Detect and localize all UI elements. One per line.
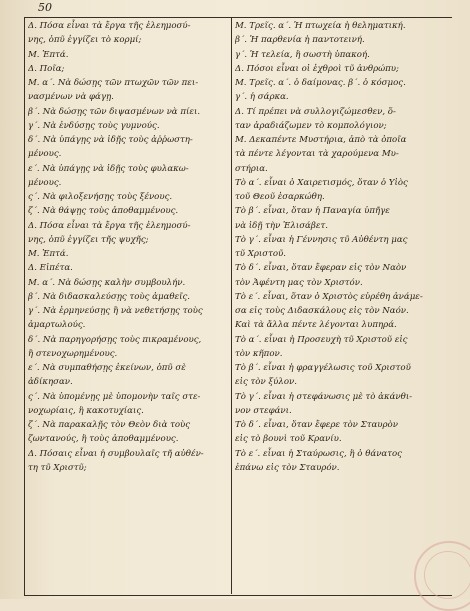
right-column-line: Τὸ ε΄. εἶναι ἡ Σταύρωσις, ἢ ὁ θάνατος: [235, 448, 402, 459]
right-column-line: τὰ πέντε λέγονται τὰ χαρούμενα Μυ-: [235, 149, 399, 160]
left-column-line: Δ. Ποῖα;: [28, 63, 65, 74]
left-column-line: ς΄. Νὰ φιλοξενήσῃς τοὺς ξένους.: [28, 192, 173, 202]
left-column-line: ζ΄. Νὰ παρακαλῇς τὸν Θεὸν διὰ τοὺς: [28, 420, 191, 430]
right-column-line: Μ. Δεκαπέντε Μυστήρια, ἀπὸ τὰ ὁποῖα: [235, 135, 407, 145]
left-column-line: Μ. α΄. Νὰ δώσῃς τῶν πτωχῶν τῶν πει-: [28, 78, 199, 88]
right-column-line: στήρια.: [235, 163, 268, 174]
left-column-line: β΄. Νὰ δώσῃς τῶν διψασμένων νὰ πίει.: [28, 106, 201, 117]
right-column-line: σα εἰς τοὺς Διδασκάλους εἰς τὸν Ναόν.: [235, 306, 409, 316]
left-column-line: ἢ στενοχωρημένους.: [28, 348, 118, 359]
right-column-line: Καὶ τὰ ἄλλα πέντε λέγονται λυπηρά.: [235, 320, 397, 331]
column-divider: [231, 17, 232, 594]
right-column-line: Τὸ δ΄. εἶναι, ὅταν ἔφερε τὸν Σταυρὸν: [235, 420, 398, 430]
left-column-line: ε΄. Νὰ ὑπάγῃς νὰ ἰδῇς τοὺς φυλακω-: [28, 163, 189, 174]
left-column-line: Δ. Εἰπέτα.: [28, 263, 73, 274]
right-column-line: Δ. Πόσοι εἶναι οἱ ἐχθροὶ τῦ ἀνθρώπυ;: [235, 63, 399, 74]
left-column-line: Δ. Πόσα εἶναι τὰ ἔργα τῆς ἐλεημοσύ-: [28, 220, 191, 231]
left-column-line: μένους.: [28, 177, 62, 188]
left-column-line: νασμένων νὰ φάγῃ.: [28, 92, 114, 103]
left-column-line: ε΄. Νὰ συμπαθήσῃς ἐκείνων, ὁπῦ σὲ: [28, 363, 186, 373]
left-column-line: νοχωρίαις, ἢ κακοτυχίαις.: [28, 405, 144, 416]
left-column-line: μένους.: [28, 149, 62, 160]
right-column-line: Τὸ α΄. εἶναι ἡ Προσευχὴ τῦ Χριστοῦ εἰς: [235, 334, 408, 345]
left-column-line: Μ. Ἑπτά.: [28, 49, 69, 60]
right-column-line: ἐπάνω εἰς τὸν Σταυρόν.: [235, 462, 340, 473]
right-column-line: Τὸ δ΄. εἶναι, ὅταν ἔφεραν εἰς τὸν Ναὸν: [235, 263, 407, 274]
right-column-line: Μ. Τρεῖς. α΄. Ἡ πτωχεία ἡ θεληματική.: [235, 21, 406, 31]
page-number: 50: [38, 1, 52, 14]
left-column-line: ζ΄. Νὰ θάψῃς τοὺς ἀποθαμμένους.: [28, 206, 179, 217]
right-column-line: νὰ ἰδῇ τὴν Ἐλισάβετ.: [235, 220, 328, 231]
right-column-line: Τὸ β΄. εἶναι ἡ φραγγέλωσις τοῦ Χριστοῦ: [235, 363, 411, 373]
right-column-line: τὸν κῆπον.: [235, 348, 283, 359]
library-stamp: [414, 541, 470, 611]
left-column-line: Μ. Ἑπτά.: [28, 249, 69, 259]
left-column-line: ς΄. Νὰ ὑπομένῃς μὲ ὑπομονὴν ταῖς στε-: [28, 391, 201, 402]
left-column-line: νης, ὁπῦ ἐγγίζει τὸ κορμί;: [28, 35, 142, 46]
right-column-line: τῦ Χριστοῦ.: [235, 249, 287, 259]
left-column-line: δ΄. Νὰ ὑπάγῃς νὰ ἰδῇς τοὺς ἀῤῥωστη-: [28, 135, 193, 145]
left-column-line: ζωντανούς, ἢ τοὺς ἀποθαμμένους.: [28, 434, 179, 445]
right-column-line: εἰς τὸ βουνὶ τοῦ Κρανίυ.: [235, 434, 342, 445]
left-column-line: τη τῦ Χριστῦ;: [28, 462, 87, 473]
right-column-line: τοῦ Θεοῦ ἐσαρκώθη.: [235, 192, 325, 202]
right-column-line: Τὸ α΄. εἶναι ὁ Χαιρετισμός, ὅταν ὁ Υἱὸς: [235, 177, 408, 188]
left-column: [28, 19, 228, 475]
left-column-line: Δ. Πόσαις εἶναι ἡ συμβουλαῖς τῆ αὐθέν-: [28, 448, 204, 459]
right-column-line: γ΄. Ἡ τελεία, ἢ σωστὴ ὑπακοή.: [235, 49, 370, 60]
left-column-line: δ΄. Νὰ παρηγορήσῃς τοὺς πικραμένους,: [28, 334, 202, 345]
right-column-line: Τὸ ε΄. εἶναι, ὅταν ὁ Χριστὸς εὑρέθη ἀνάμε-: [235, 291, 423, 302]
right-column-line: Τὸ β΄. εἶναι, ὅταν ἡ Παναγία ὑπῆγε: [235, 206, 390, 217]
right-column-line: τὸν Ἀφέντη μας τὸν Χριστόν.: [235, 277, 363, 288]
left-column-line: νης, ὁπῦ ἐγγίζει τῆς ψυχῆς;: [28, 234, 149, 245]
right-column-line: Μ. Τρεῖς. α΄. ὁ δαίμονας. β΄. ὁ κόσμος.: [235, 78, 406, 88]
right-column-line: β΄. Ἡ παρθενία ἡ παντοτεινή.: [235, 35, 365, 46]
right-column-line: ταν ἀραδιάζωμεν τὸ κομπολόγιον;: [235, 120, 387, 131]
right-column-line: Τὸ γ΄. εἶναι ἡ στεφάνωσις μὲ τὸ ἀκάνθι-: [235, 391, 413, 402]
right-column-line: Δ. Τί πρέπει νὰ συλλογιζώμεσθεν, ὅ-: [235, 106, 396, 117]
left-column-line: ἁμαρτωλούς.: [28, 320, 86, 331]
right-column-line: γ΄. ἡ σάρκα.: [235, 92, 289, 103]
left-column-line: Μ. α΄. Νὰ δώσῃς καλὴν συμβουλήν.: [28, 277, 186, 288]
right-column-line: νον στεφάνι.: [235, 405, 292, 416]
left-column-line: γ΄. Νὰ ἑρμηνεύσῃς ἢ νὰ νεθετήσῃς τοὺς: [28, 306, 203, 316]
left-column-line: ἀδίκησαν.: [28, 377, 73, 388]
left-column-line: β΄. Νὰ διδασκαλεύσῃς τοὺς ἀμαθεῖς.: [28, 291, 191, 302]
right-column: [235, 19, 449, 475]
right-column-line: εἰς τὸν ξύλον.: [235, 377, 297, 388]
right-column-line: Τὸ γ΄. εἶναι ἡ Γέννησις τῦ Αὐθέντη μας: [235, 234, 408, 245]
left-column-line: Δ. Πόσα εἶναι τὰ ἔργα τῆς ἐλεημοσύ-: [28, 21, 191, 31]
left-column-line: γ΄. Νὰ ἐνδύσῃς τοὺς γυμνούς.: [28, 120, 160, 131]
